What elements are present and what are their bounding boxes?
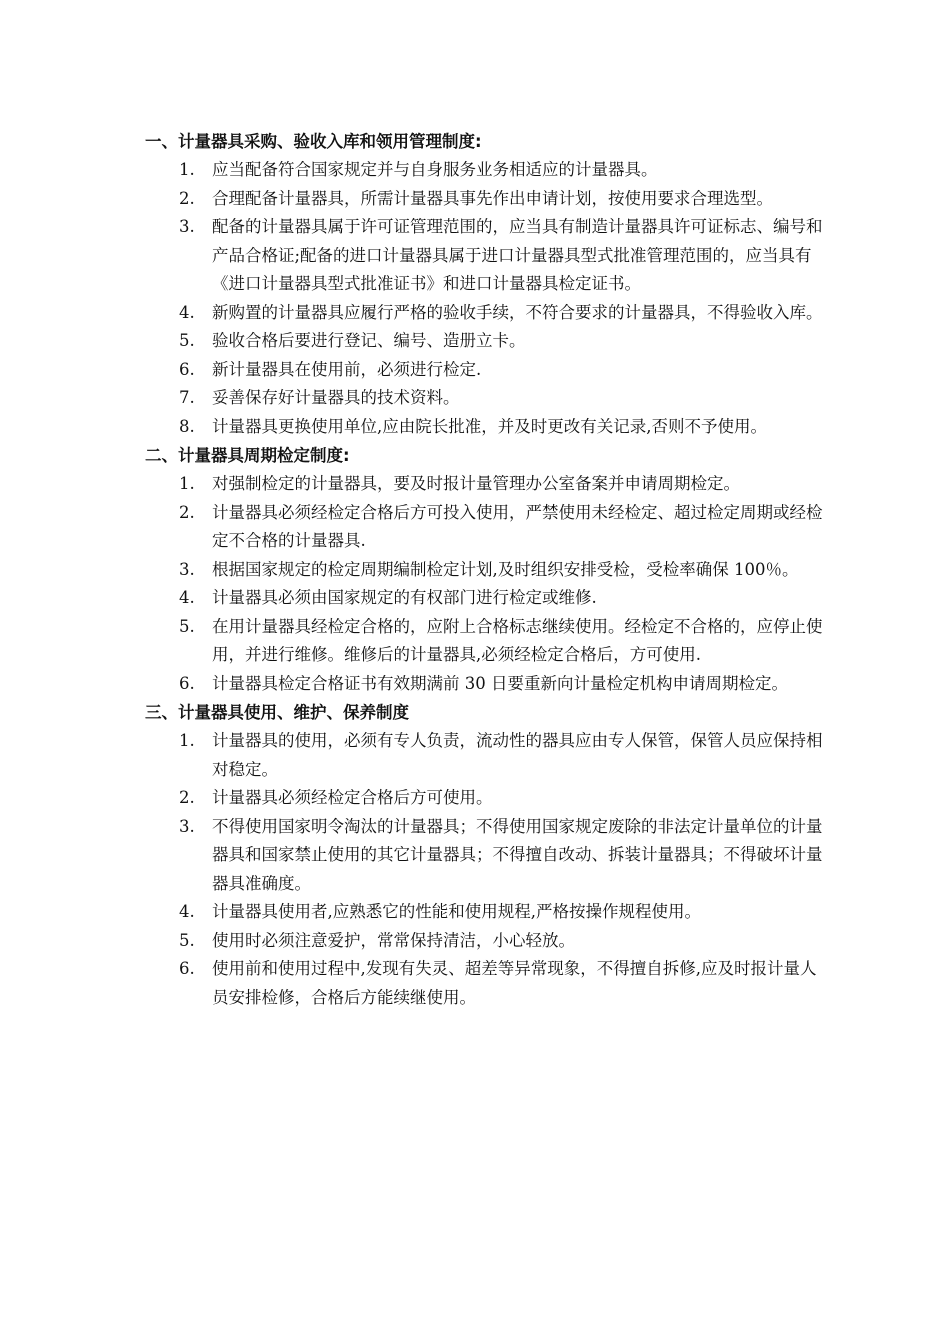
list-item xyxy=(145,927,825,956)
list-item xyxy=(145,384,825,413)
use-maintenance-list xyxy=(145,727,825,1012)
list-item xyxy=(145,156,825,185)
item-number: 6. xyxy=(179,359,195,379)
section-title-use-maintenance: 三、计量器具使用、维护、保养制度 xyxy=(145,703,409,722)
verification-list xyxy=(145,470,825,698)
item-text: 在用计量器具经检定合格的，应附上合格标志继续使用。经检定不合格的，应停止使用，并进行维修。维修后的计量器具,必须经检定合格后，方可使用. xyxy=(212,616,823,664)
item-number: 4. xyxy=(179,902,195,921)
item-text: 计量器具检定合格证书有效期满前 30 日要重新向计量检定机构申请周期检定。 xyxy=(212,673,788,693)
item-text: 不得使用国家明令淘汰的计量器具；不得使用国家规定废除的非法定计量单位的计量器具和国家禁止使用的其它计量器具；不得擅自改动、拆装计量器具；不得破坏计量器具准确度。 xyxy=(212,816,823,893)
list-item xyxy=(145,670,825,699)
list-item xyxy=(145,898,825,927)
item-text: 合理配备计量器具，所需计量器具事先作出申请计划，按使用要求合理选型。 xyxy=(212,188,773,208)
item-text: 妥善保存好计量器具的技术资料。 xyxy=(212,388,460,407)
item-text: 应当配备符合国家规定并与自身服务业务相适应的计量器具。 xyxy=(212,160,658,179)
item-number: 3. xyxy=(179,217,195,236)
list-item xyxy=(145,499,825,556)
item-number: 6. xyxy=(179,673,195,693)
list-item xyxy=(145,185,825,214)
document-body xyxy=(145,127,825,1012)
list-item xyxy=(145,955,825,1012)
item-number: 8. xyxy=(179,416,195,436)
item-text: 计量器具必须由国家规定的有权部门进行检定或维修. xyxy=(212,588,597,607)
item-number: 2. xyxy=(179,188,195,208)
list-item xyxy=(145,356,825,385)
list-item xyxy=(145,813,825,899)
item-text: 新计量器具在使用前，必须进行检定. xyxy=(212,359,482,379)
list-item xyxy=(145,327,825,356)
item-number: 5. xyxy=(179,616,195,636)
item-text: 新购置的计量器具应履行严格的验收手续，不符合要求的计量器具，不得验收入库。 xyxy=(212,302,823,322)
list-item xyxy=(145,727,825,784)
item-text: 对强制检定的计量器具，要及时报计量管理办公室备案并申请周期检定。 xyxy=(212,474,740,493)
item-number: 1. xyxy=(179,474,195,493)
item-text: 计量器具必须经检定合格后方可使用。 xyxy=(212,788,493,807)
item-number: 7. xyxy=(179,388,195,407)
item-number: 2. xyxy=(179,788,195,807)
list-item xyxy=(145,299,825,328)
list-item xyxy=(145,213,825,299)
section-title-procurement: 一、计量器具采购、验收入库和领用管理制度: xyxy=(145,132,482,151)
item-number: 3. xyxy=(179,816,195,836)
item-text: 验收合格后要进行登记、编号、造册立卡。 xyxy=(212,331,526,350)
item-text: 计量器具更换使用单位,应由院长批准，并及时更改有关记录,否则不予使用。 xyxy=(212,416,767,436)
item-number: 3. xyxy=(179,559,195,579)
list-item xyxy=(145,613,825,670)
item-number: 1. xyxy=(179,731,195,750)
item-number: 2. xyxy=(179,502,195,522)
item-text: 计量器具使用者,应熟悉它的性能和使用规程,严格按操作规程使用。 xyxy=(212,902,701,921)
list-item xyxy=(145,584,825,613)
item-text: 配备的计量器具属于许可证管理范围的，应当具有制造计量器具许可证标志、编号和产品合格证;配备的进口计量器具属于进口计量器具型式批准管理范围的，应当具有《进口计量器具型式批准证书》和进口计量器具检定证书。 xyxy=(212,217,823,293)
list-item xyxy=(145,784,825,813)
item-number: 4. xyxy=(179,588,195,607)
item-number: 5. xyxy=(179,930,195,950)
item-number: 5. xyxy=(179,331,195,350)
item-number: 4. xyxy=(179,302,195,322)
procurement-list xyxy=(145,156,825,441)
section-title-periodic-verification: 二、计量器具周期检定制度: xyxy=(145,446,350,465)
item-text: 计量器具的使用，必须有专人负责，流动性的器具应由专人保管，保管人员应保持相对稳定。 xyxy=(212,731,823,779)
item-number: 6. xyxy=(179,959,195,978)
item-text: 根据国家规定的检定周期编制检定计划,及时组织安排受检，受检率确保 100％。 xyxy=(212,559,799,579)
item-text: 使用时必须注意爱护，常常保持清洁，小心轻放。 xyxy=(212,930,575,950)
list-item xyxy=(145,470,825,499)
item-text: 使用前和使用过程中,发现有失灵、超差等异常现象，不得擅自拆修,应及时报计量人员安排检修，合格后方能续继使用。 xyxy=(212,959,817,1007)
list-item xyxy=(145,413,825,442)
item-text: 计量器具必须经检定合格后方可投入使用，严禁使用未经检定、超过检定周期或经检定不合格的计量器具. xyxy=(212,502,823,550)
item-number: 1. xyxy=(179,160,195,179)
list-item xyxy=(145,556,825,585)
